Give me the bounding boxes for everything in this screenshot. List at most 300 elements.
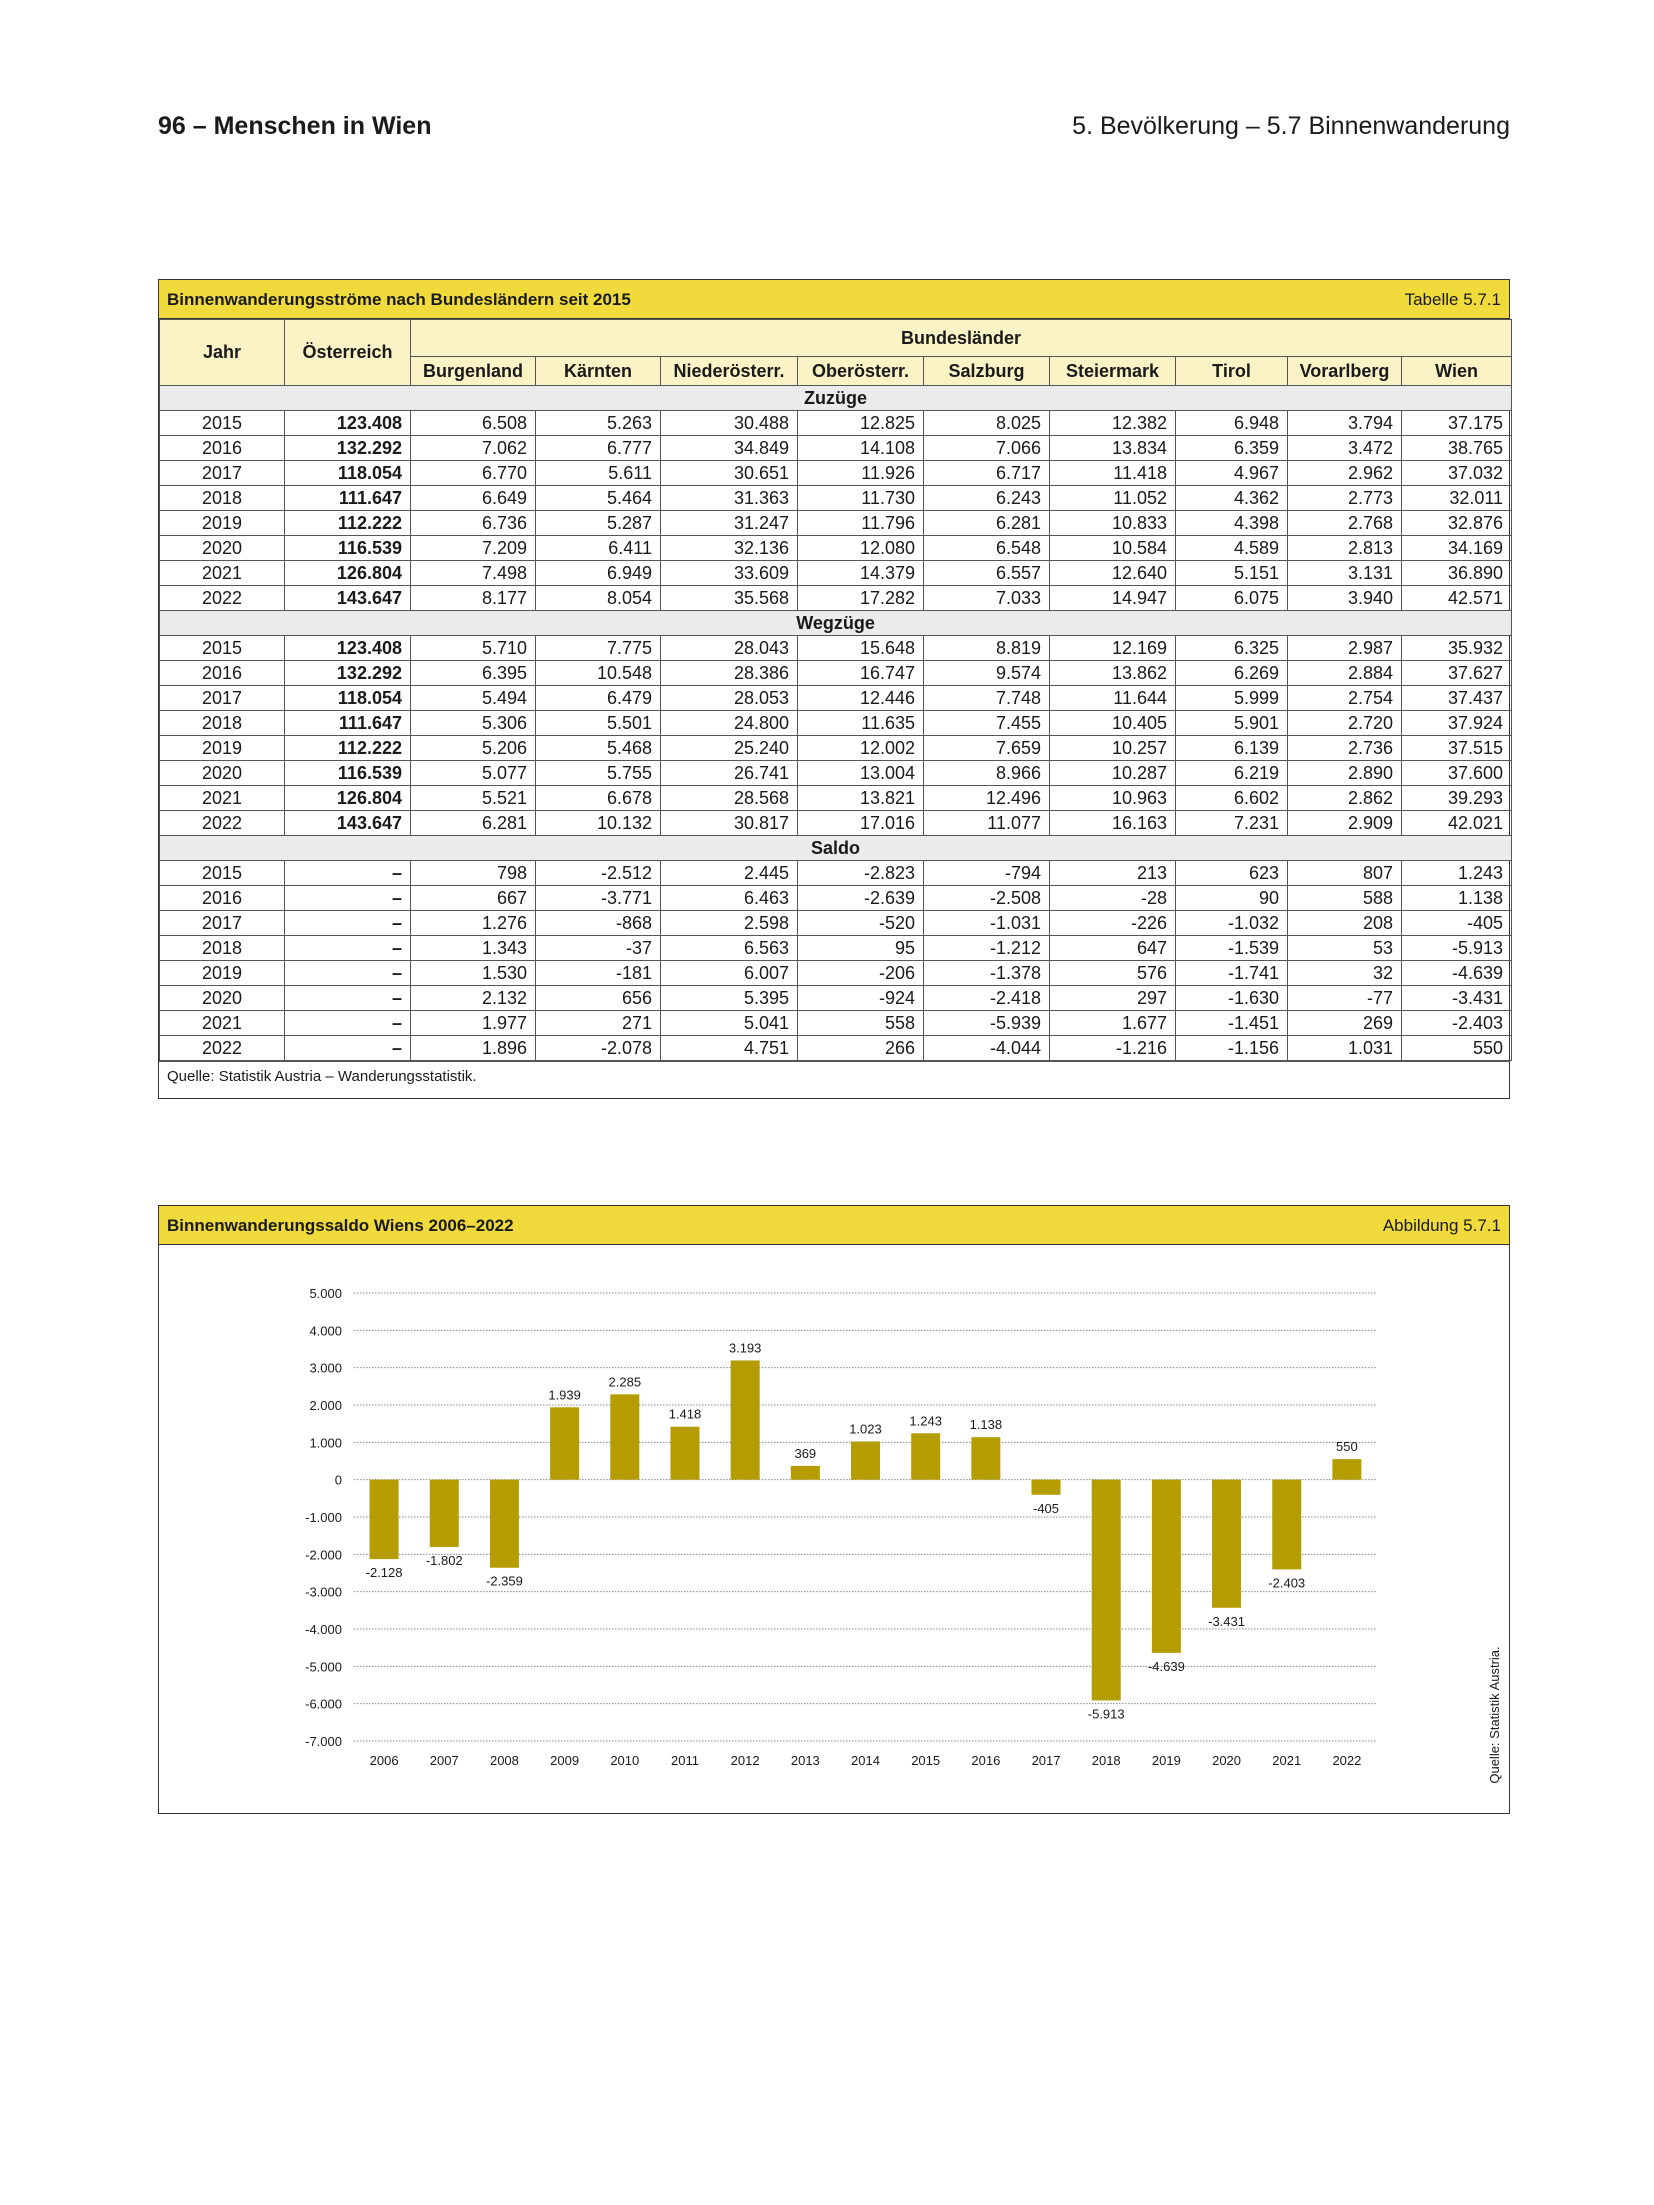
value-cell: 4.967	[1176, 461, 1288, 486]
value-cell: -5.913	[1402, 936, 1512, 961]
bar-value-label: 1.418	[668, 1406, 702, 1422]
bar	[490, 1480, 519, 1568]
table-row	[160, 861, 1512, 886]
value-cell: 33.609	[661, 561, 798, 586]
table-number: Tabelle 5.7.1	[1404, 290, 1501, 309]
value-cell: 558	[798, 1011, 924, 1036]
x-tick-label: 2013	[790, 1753, 820, 1768]
value-cell: 95	[798, 936, 924, 961]
table-row	[160, 536, 1512, 561]
value-cell: -1.539	[1176, 936, 1288, 961]
value-cell: -2.512	[536, 861, 661, 886]
value-cell: 12.496	[924, 786, 1050, 811]
bar-value-label: -1.802	[425, 1552, 463, 1568]
value-cell: 13.862	[1050, 661, 1176, 686]
bar-value-label: -4.639	[1147, 1658, 1185, 1674]
austria-cell: 118.054	[285, 686, 411, 711]
value-cell: 14.108	[798, 436, 924, 461]
value-cell: 2.736	[1288, 736, 1402, 761]
value-cell: 12.382	[1050, 411, 1176, 436]
migration-table	[159, 319, 1512, 1061]
page-header-right: 5. Bevölkerung – 5.7 Binnenwanderung	[1072, 112, 1510, 140]
austria-cell: 132.292	[285, 661, 411, 686]
value-cell: 8.177	[411, 586, 536, 611]
year-cell: 2017	[160, 686, 285, 711]
value-cell: 3.794	[1288, 411, 1402, 436]
value-cell: 6.479	[536, 686, 661, 711]
year-cell: 2018	[160, 486, 285, 511]
value-cell: 1.276	[411, 911, 536, 936]
value-cell: 34.849	[661, 436, 798, 461]
austria-cell: –	[285, 861, 411, 886]
austria-cell: 143.647	[285, 811, 411, 836]
value-cell: 10.584	[1050, 536, 1176, 561]
value-cell: 12.446	[798, 686, 924, 711]
value-cell: 37.924	[1402, 711, 1512, 736]
table-row	[160, 736, 1512, 761]
value-cell: 6.508	[411, 411, 536, 436]
value-cell: 550	[1402, 1036, 1512, 1061]
col-header-state: Vorarlberg	[1288, 357, 1402, 386]
value-cell: 6.602	[1176, 786, 1288, 811]
table-source: Quelle: Statistik Austria – Wanderungsstatistik.	[159, 1061, 1509, 1098]
value-cell: -2.508	[924, 886, 1050, 911]
value-cell: 1.343	[411, 936, 536, 961]
col-header-state: Oberösterr.	[798, 357, 924, 386]
value-cell: 2.862	[1288, 786, 1402, 811]
value-cell: 11.077	[924, 811, 1050, 836]
value-cell: -3.771	[536, 886, 661, 911]
bar	[550, 1407, 579, 1479]
value-cell: 1.977	[411, 1011, 536, 1036]
y-tick-label: 1.000	[309, 1435, 342, 1451]
austria-cell: 118.054	[285, 461, 411, 486]
x-tick-label: 2008	[489, 1753, 519, 1768]
value-cell: 32.011	[1402, 486, 1512, 511]
value-cell: -2.823	[798, 861, 924, 886]
value-cell: 39.293	[1402, 786, 1512, 811]
value-cell: 6.325	[1176, 636, 1288, 661]
bar-value-label: -2.359	[486, 1573, 523, 1589]
value-cell: 6.243	[924, 486, 1050, 511]
value-cell: 7.033	[924, 586, 1050, 611]
austria-cell: –	[285, 1011, 411, 1036]
bar	[1212, 1480, 1241, 1608]
value-cell: 5.521	[411, 786, 536, 811]
year-cell: 2020	[160, 986, 285, 1011]
value-cell: 13.004	[798, 761, 924, 786]
austria-cell: –	[285, 961, 411, 986]
austria-cell: 143.647	[285, 586, 411, 611]
value-cell: -520	[798, 911, 924, 936]
value-cell: 28.568	[661, 786, 798, 811]
value-cell: 30.488	[661, 411, 798, 436]
y-tick-label: 2.000	[309, 1398, 342, 1413]
value-cell: 1.031	[1288, 1036, 1402, 1061]
x-tick-label: 2015	[911, 1753, 941, 1768]
value-cell: 1.530	[411, 961, 536, 986]
value-cell: 3.940	[1288, 586, 1402, 611]
value-cell: 7.775	[536, 636, 661, 661]
value-cell: 5.611	[536, 461, 661, 486]
table-row	[160, 1011, 1512, 1036]
bar	[971, 1437, 1000, 1479]
value-cell: 53	[1288, 936, 1402, 961]
table-title: Binnenwanderungsströme nach Bundesländern seit 2015	[167, 290, 631, 309]
y-tick-label: 3.000	[309, 1360, 342, 1376]
value-cell: 2.813	[1288, 536, 1402, 561]
value-cell: 10.132	[536, 811, 661, 836]
value-cell: -2.078	[536, 1036, 661, 1061]
section-row	[160, 611, 1512, 636]
table-title-bar	[159, 280, 1509, 319]
bar	[791, 1466, 820, 1480]
value-cell: -3.431	[1402, 986, 1512, 1011]
value-cell: 5.151	[1176, 561, 1288, 586]
value-cell: 656	[536, 986, 661, 1011]
value-cell: 5.755	[536, 761, 661, 786]
bar-value-label: -2.128	[365, 1565, 403, 1581]
x-tick-label: 2020	[1212, 1753, 1242, 1768]
value-cell: 37.175	[1402, 411, 1512, 436]
austria-cell: 112.222	[285, 511, 411, 536]
value-cell: 623	[1176, 861, 1288, 886]
figure-box	[158, 1205, 1510, 1814]
value-cell: 17.016	[798, 811, 924, 836]
y-tick-label: -7.000	[305, 1734, 342, 1749]
year-cell: 2019	[160, 736, 285, 761]
bar	[1152, 1480, 1181, 1653]
col-header-state: Kärnten	[536, 357, 661, 386]
value-cell: 17.282	[798, 586, 924, 611]
value-cell: 6.678	[536, 786, 661, 811]
table-row	[160, 436, 1512, 461]
col-header-state: Steiermark	[1050, 357, 1176, 386]
value-cell: 2.962	[1288, 461, 1402, 486]
value-cell: -924	[798, 986, 924, 1011]
col-group-bundeslaender: Bundesländer	[411, 320, 1512, 357]
table-row	[160, 661, 1512, 686]
austria-cell: 111.647	[285, 486, 411, 511]
value-cell: 11.418	[1050, 461, 1176, 486]
year-cell: 2019	[160, 511, 285, 536]
value-cell: 2.909	[1288, 811, 1402, 836]
table-row	[160, 911, 1512, 936]
x-tick-label: 2018	[1091, 1753, 1121, 1768]
value-cell: 12.825	[798, 411, 924, 436]
x-tick-label: 2012	[730, 1753, 760, 1768]
austria-cell: 116.539	[285, 536, 411, 561]
year-cell: 2021	[160, 1011, 285, 1036]
bar	[731, 1360, 760, 1479]
value-cell: 6.281	[411, 811, 536, 836]
value-cell: 667	[411, 886, 536, 911]
year-cell: 2016	[160, 436, 285, 461]
value-cell: 8.966	[924, 761, 1050, 786]
value-cell: 31.363	[661, 486, 798, 511]
value-cell: 16.747	[798, 661, 924, 686]
bar	[1092, 1480, 1121, 1701]
x-tick-label: 2017	[1031, 1753, 1061, 1768]
year-cell: 2022	[160, 586, 285, 611]
austria-cell: 132.292	[285, 436, 411, 461]
col-header-state: Niederösterr.	[661, 357, 798, 386]
value-cell: 31.247	[661, 511, 798, 536]
table-row	[160, 411, 1512, 436]
value-cell: -206	[798, 961, 924, 986]
year-cell: 2018	[160, 936, 285, 961]
bar	[370, 1480, 399, 1559]
value-cell: -77	[1288, 986, 1402, 1011]
value-cell: 7.455	[924, 711, 1050, 736]
bar-value-label: 1.138	[969, 1417, 1003, 1433]
bar	[610, 1394, 639, 1479]
table-row	[160, 561, 1512, 586]
value-cell: 28.043	[661, 636, 798, 661]
value-cell: -1.451	[1176, 1011, 1288, 1036]
value-cell: 16.163	[1050, 811, 1176, 836]
value-cell: 2.768	[1288, 511, 1402, 536]
table-row	[160, 936, 1512, 961]
x-tick-label: 2022	[1332, 1753, 1362, 1768]
section-label: Saldo	[160, 836, 1512, 861]
col-header-state: Tirol	[1176, 357, 1288, 386]
value-cell: 2.720	[1288, 711, 1402, 736]
bar-value-label: 369	[794, 1445, 817, 1461]
value-cell: 37.627	[1402, 661, 1512, 686]
value-cell: -794	[924, 861, 1050, 886]
table-row	[160, 761, 1512, 786]
value-cell: 37.515	[1402, 736, 1512, 761]
value-cell: 6.948	[1176, 411, 1288, 436]
value-cell: 30.651	[661, 461, 798, 486]
value-cell: 271	[536, 1011, 661, 1036]
value-cell: -2.639	[798, 886, 924, 911]
value-cell: 2.445	[661, 861, 798, 886]
value-cell: 28.386	[661, 661, 798, 686]
bar	[1272, 1480, 1301, 1570]
value-cell: 297	[1050, 986, 1176, 1011]
figure-title-bar	[159, 1206, 1509, 1245]
value-cell: 5.468	[536, 736, 661, 761]
table-row	[160, 786, 1512, 811]
x-tick-label: 2010	[610, 1753, 640, 1768]
value-cell: 2.987	[1288, 636, 1402, 661]
year-cell: 2015	[160, 411, 285, 436]
bar-value-label: -2.403	[1268, 1575, 1306, 1591]
value-cell: 37.032	[1402, 461, 1512, 486]
table-row	[160, 986, 1512, 1011]
value-cell: -1.032	[1176, 911, 1288, 936]
x-tick-label: 2011	[670, 1753, 699, 1768]
year-cell: 2022	[160, 1036, 285, 1061]
bar-value-label: -5.913	[1087, 1706, 1125, 1722]
value-cell: 25.240	[661, 736, 798, 761]
bar-value-label: 1.243	[909, 1413, 942, 1429]
value-cell: -1.216	[1050, 1036, 1176, 1061]
value-cell: 30.817	[661, 811, 798, 836]
austria-cell: 123.408	[285, 411, 411, 436]
bar-value-label: 1.023	[849, 1421, 882, 1437]
value-cell: 5.041	[661, 1011, 798, 1036]
value-cell: 1.138	[1402, 886, 1512, 911]
value-cell: -2.418	[924, 986, 1050, 1011]
value-cell: 7.498	[411, 561, 536, 586]
table-row	[160, 811, 1512, 836]
value-cell: 5.501	[536, 711, 661, 736]
value-cell: -2.403	[1402, 1011, 1512, 1036]
value-cell: 6.281	[924, 511, 1050, 536]
value-cell: 7.659	[924, 736, 1050, 761]
col-header-state: Burgenland	[411, 357, 536, 386]
year-cell: 2017	[160, 911, 285, 936]
value-cell: 4.398	[1176, 511, 1288, 536]
table-row	[160, 886, 1512, 911]
value-cell: 11.644	[1050, 686, 1176, 711]
value-cell: 7.062	[411, 436, 536, 461]
y-tick-label: -2.000	[305, 1547, 342, 1563]
value-cell: 6.395	[411, 661, 536, 686]
value-cell: 38.765	[1402, 436, 1512, 461]
value-cell: 3.131	[1288, 561, 1402, 586]
table-row	[160, 511, 1512, 536]
section-label: Wegzüge	[160, 611, 1512, 636]
value-cell: 7.066	[924, 436, 1050, 461]
bar-value-label: -3.431	[1208, 1613, 1245, 1629]
table-row	[160, 486, 1512, 511]
value-cell: -5.939	[924, 1011, 1050, 1036]
austria-cell: –	[285, 1036, 411, 1061]
value-cell: 5.999	[1176, 686, 1288, 711]
value-cell: 24.800	[661, 711, 798, 736]
value-cell: 1.677	[1050, 1011, 1176, 1036]
value-cell: 6.736	[411, 511, 536, 536]
value-cell: 6.777	[536, 436, 661, 461]
value-cell: 6.557	[924, 561, 1050, 586]
value-cell: 5.464	[536, 486, 661, 511]
value-cell: 1.896	[411, 1036, 536, 1061]
value-cell: 6.411	[536, 536, 661, 561]
x-tick-label: 2021	[1272, 1753, 1302, 1768]
value-cell: 5.287	[536, 511, 661, 536]
value-cell: 6.649	[411, 486, 536, 511]
value-cell: -181	[536, 961, 661, 986]
value-cell: 32.876	[1402, 511, 1512, 536]
value-cell: 2.754	[1288, 686, 1402, 711]
austria-cell: –	[285, 911, 411, 936]
value-cell: 32.136	[661, 536, 798, 561]
value-cell: 5.395	[661, 986, 798, 1011]
value-cell: 10.833	[1050, 511, 1176, 536]
value-cell: 6.770	[411, 461, 536, 486]
value-cell: 2.598	[661, 911, 798, 936]
value-cell: 10.287	[1050, 761, 1176, 786]
value-cell: 4.362	[1176, 486, 1288, 511]
value-cell: 13.821	[798, 786, 924, 811]
value-cell: 6.269	[1176, 661, 1288, 686]
bar-value-label: 3.193	[728, 1340, 762, 1356]
value-cell: -1.741	[1176, 961, 1288, 986]
value-cell: 12.002	[798, 736, 924, 761]
bar	[911, 1433, 940, 1479]
year-cell: 2015	[160, 861, 285, 886]
austria-cell: –	[285, 886, 411, 911]
value-cell: 12.080	[798, 536, 924, 561]
value-cell: 10.963	[1050, 786, 1176, 811]
value-cell: 6.548	[924, 536, 1050, 561]
value-cell: 7.748	[924, 686, 1050, 711]
table-row	[160, 711, 1512, 736]
value-cell: 37.437	[1402, 686, 1512, 711]
value-cell: -4.044	[924, 1036, 1050, 1061]
y-tick-label: 5.000	[309, 1286, 342, 1301]
value-cell: 36.890	[1402, 561, 1512, 586]
value-cell: 35.568	[661, 586, 798, 611]
value-cell: 5.206	[411, 736, 536, 761]
value-cell: 5.077	[411, 761, 536, 786]
austria-cell: 112.222	[285, 736, 411, 761]
value-cell: 8.025	[924, 411, 1050, 436]
value-cell: 5.306	[411, 711, 536, 736]
value-cell: 266	[798, 1036, 924, 1061]
value-cell: 6.075	[1176, 586, 1288, 611]
value-cell: -226	[1050, 911, 1176, 936]
year-cell: 2021	[160, 561, 285, 586]
col-header-state: Salzburg	[924, 357, 1050, 386]
value-cell: -1.630	[1176, 986, 1288, 1011]
value-cell: 2.773	[1288, 486, 1402, 511]
value-cell: 1.243	[1402, 861, 1512, 886]
bar	[851, 1441, 880, 1479]
section-row	[160, 836, 1512, 861]
value-cell: 42.021	[1402, 811, 1512, 836]
x-tick-label: 2019	[1151, 1753, 1181, 1768]
value-cell: 588	[1288, 886, 1402, 911]
value-cell: 90	[1176, 886, 1288, 911]
value-cell: 11.730	[798, 486, 924, 511]
value-cell: 4.751	[661, 1036, 798, 1061]
table-row	[160, 461, 1512, 486]
x-tick-label: 2006	[369, 1753, 399, 1768]
value-cell: 11.635	[798, 711, 924, 736]
year-cell: 2020	[160, 761, 285, 786]
table-row	[160, 586, 1512, 611]
value-cell: 26.741	[661, 761, 798, 786]
bar-value-label: 1.939	[548, 1387, 581, 1403]
value-cell: 14.947	[1050, 586, 1176, 611]
value-cell: -28	[1050, 886, 1176, 911]
value-cell: 35.932	[1402, 636, 1512, 661]
value-cell: 42.571	[1402, 586, 1512, 611]
value-cell: 6.007	[661, 961, 798, 986]
value-cell: 7.231	[1176, 811, 1288, 836]
value-cell: 7.209	[411, 536, 536, 561]
value-cell: 2.890	[1288, 761, 1402, 786]
austria-cell: –	[285, 936, 411, 961]
bar-value-label: -405	[1033, 1500, 1060, 1516]
value-cell: 10.257	[1050, 736, 1176, 761]
col-header-jahr: Jahr	[160, 320, 285, 386]
table-row	[160, 636, 1512, 661]
section-row	[160, 386, 1512, 411]
saldo-bar-chart	[159, 1245, 1509, 1814]
austria-cell: 123.408	[285, 636, 411, 661]
bar	[1032, 1480, 1061, 1495]
value-cell: 28.053	[661, 686, 798, 711]
year-cell: 2016	[160, 886, 285, 911]
year-cell: 2021	[160, 786, 285, 811]
table-row	[160, 686, 1512, 711]
